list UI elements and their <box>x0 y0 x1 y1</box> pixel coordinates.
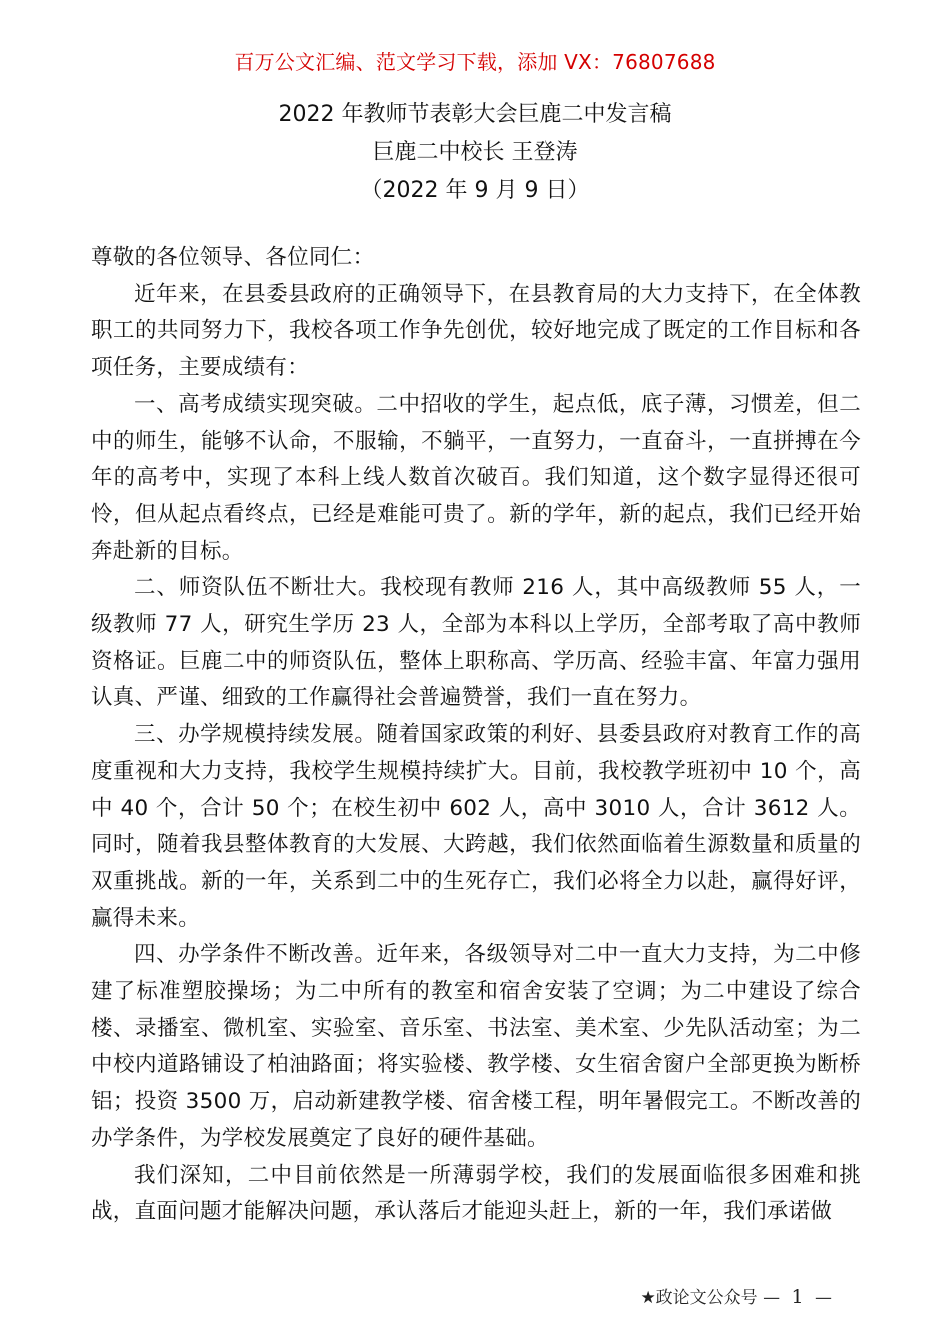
paragraph-school-scale: 三、办学规模持续发展。随着国家政策的利好、县委县政府对教育工作的高度重视和大力支持，我校学生规模持续扩大。目前，我校教学班初中 10 个，高中 40 个，合计 50 个；在校生初中 602 人，高中 3010 人，合计 3612 人。同时，随着我县整体教育的大发展、大跨越，我们依然面临着生源数量和质量的双重挑战。新的一年，关系到二中的生死存亡，我们必将全力以赴，赢得好评，赢得未来。 <box>91 722 861 931</box>
footer-dash-left: — <box>763 1288 781 1308</box>
document-title: 2022 年教师节表彰大会巨鹿二中发言稿 <box>278 102 672 127</box>
paragraph-closing: 我们深知，二中目前依然是一所薄弱学校，我们的发展面临很多困难和挑战，直面问题才能解决问题，承认落后才能迎头赶上，新的一年，我们承诺做 <box>91 1162 861 1225</box>
date-line: （2022 年 9 月 9 日） <box>360 178 590 203</box>
speaker-line: 巨鹿二中校长 王登涛 <box>372 140 578 165</box>
footer-dash-right: — <box>815 1288 832 1308</box>
paragraph-exam-results: 一、高考成绩实现突破。二中招收的学生，起点低，底子薄，习惯差，但二中的师生，能够不认命，不服输，不躺平，一直努力，一直奋斗，一直拼搏在今年的高考中，实现了本科上线人数首次破百。我们知道，这个数字显得还很可怜，但从起点看终点，已经是难能可贵了。新的学年，新的起点，我们已经开始奔赴新的目标。 <box>91 391 861 564</box>
page-footer <box>640 1283 832 1308</box>
page-number: 1 <box>791 1286 804 1308</box>
download-banner: 百万公文汇编、范文学习下载，添加 VX：76807688 <box>234 50 716 74</box>
title-block <box>0 96 950 210</box>
salutation: 尊敬的各位领导、各位同仁： <box>91 245 375 270</box>
paragraph-school-conditions: 四、办学条件不断改善。近年来，各级领导对二中一直大力支持，为二中修建了标准塑胶操场；为二中所有的教室和宿舍安装了空调；为二中建设了综合楼、录播室、微机室、实验室、音乐室、书法室、美术室、少先队活动室；为二中校内道路铺设了柏油路面；将实验楼、教学楼、女生宿舍窗户全部更换为断桥铝；投资 3500 万，启动新建教学楼、宿舍楼工程，明年暑假完工。不断改善的办学条件，为学校发展奠定了良好的硬件基础。 <box>91 942 861 1151</box>
speech-body <box>91 240 861 1231</box>
footer-label: ★政论文公众号 <box>640 1288 758 1308</box>
paragraph-intro: 近年来，在县委县政府的正确领导下，在县教育局的大力支持下，在全体教职工的共同努力下，我校各项工作争先创优，较好地完成了既定的工作目标和各项任务，主要成绩有： <box>91 281 861 381</box>
paragraph-teaching-staff: 二、师资队伍不断壮大。我校现有教师 216 人，其中高级教师 55 人，一级教师 77 人，研究生学历 23 人，全部为本科以上学历，全部考取了高中教师资格证。巨鹿二中的师资队伍，整体上职称高、学历高、经验丰富、年富力强用认真、严谨、细致的工作赢得社会普遍赞誉，我们一直在努力。 <box>91 575 861 711</box>
